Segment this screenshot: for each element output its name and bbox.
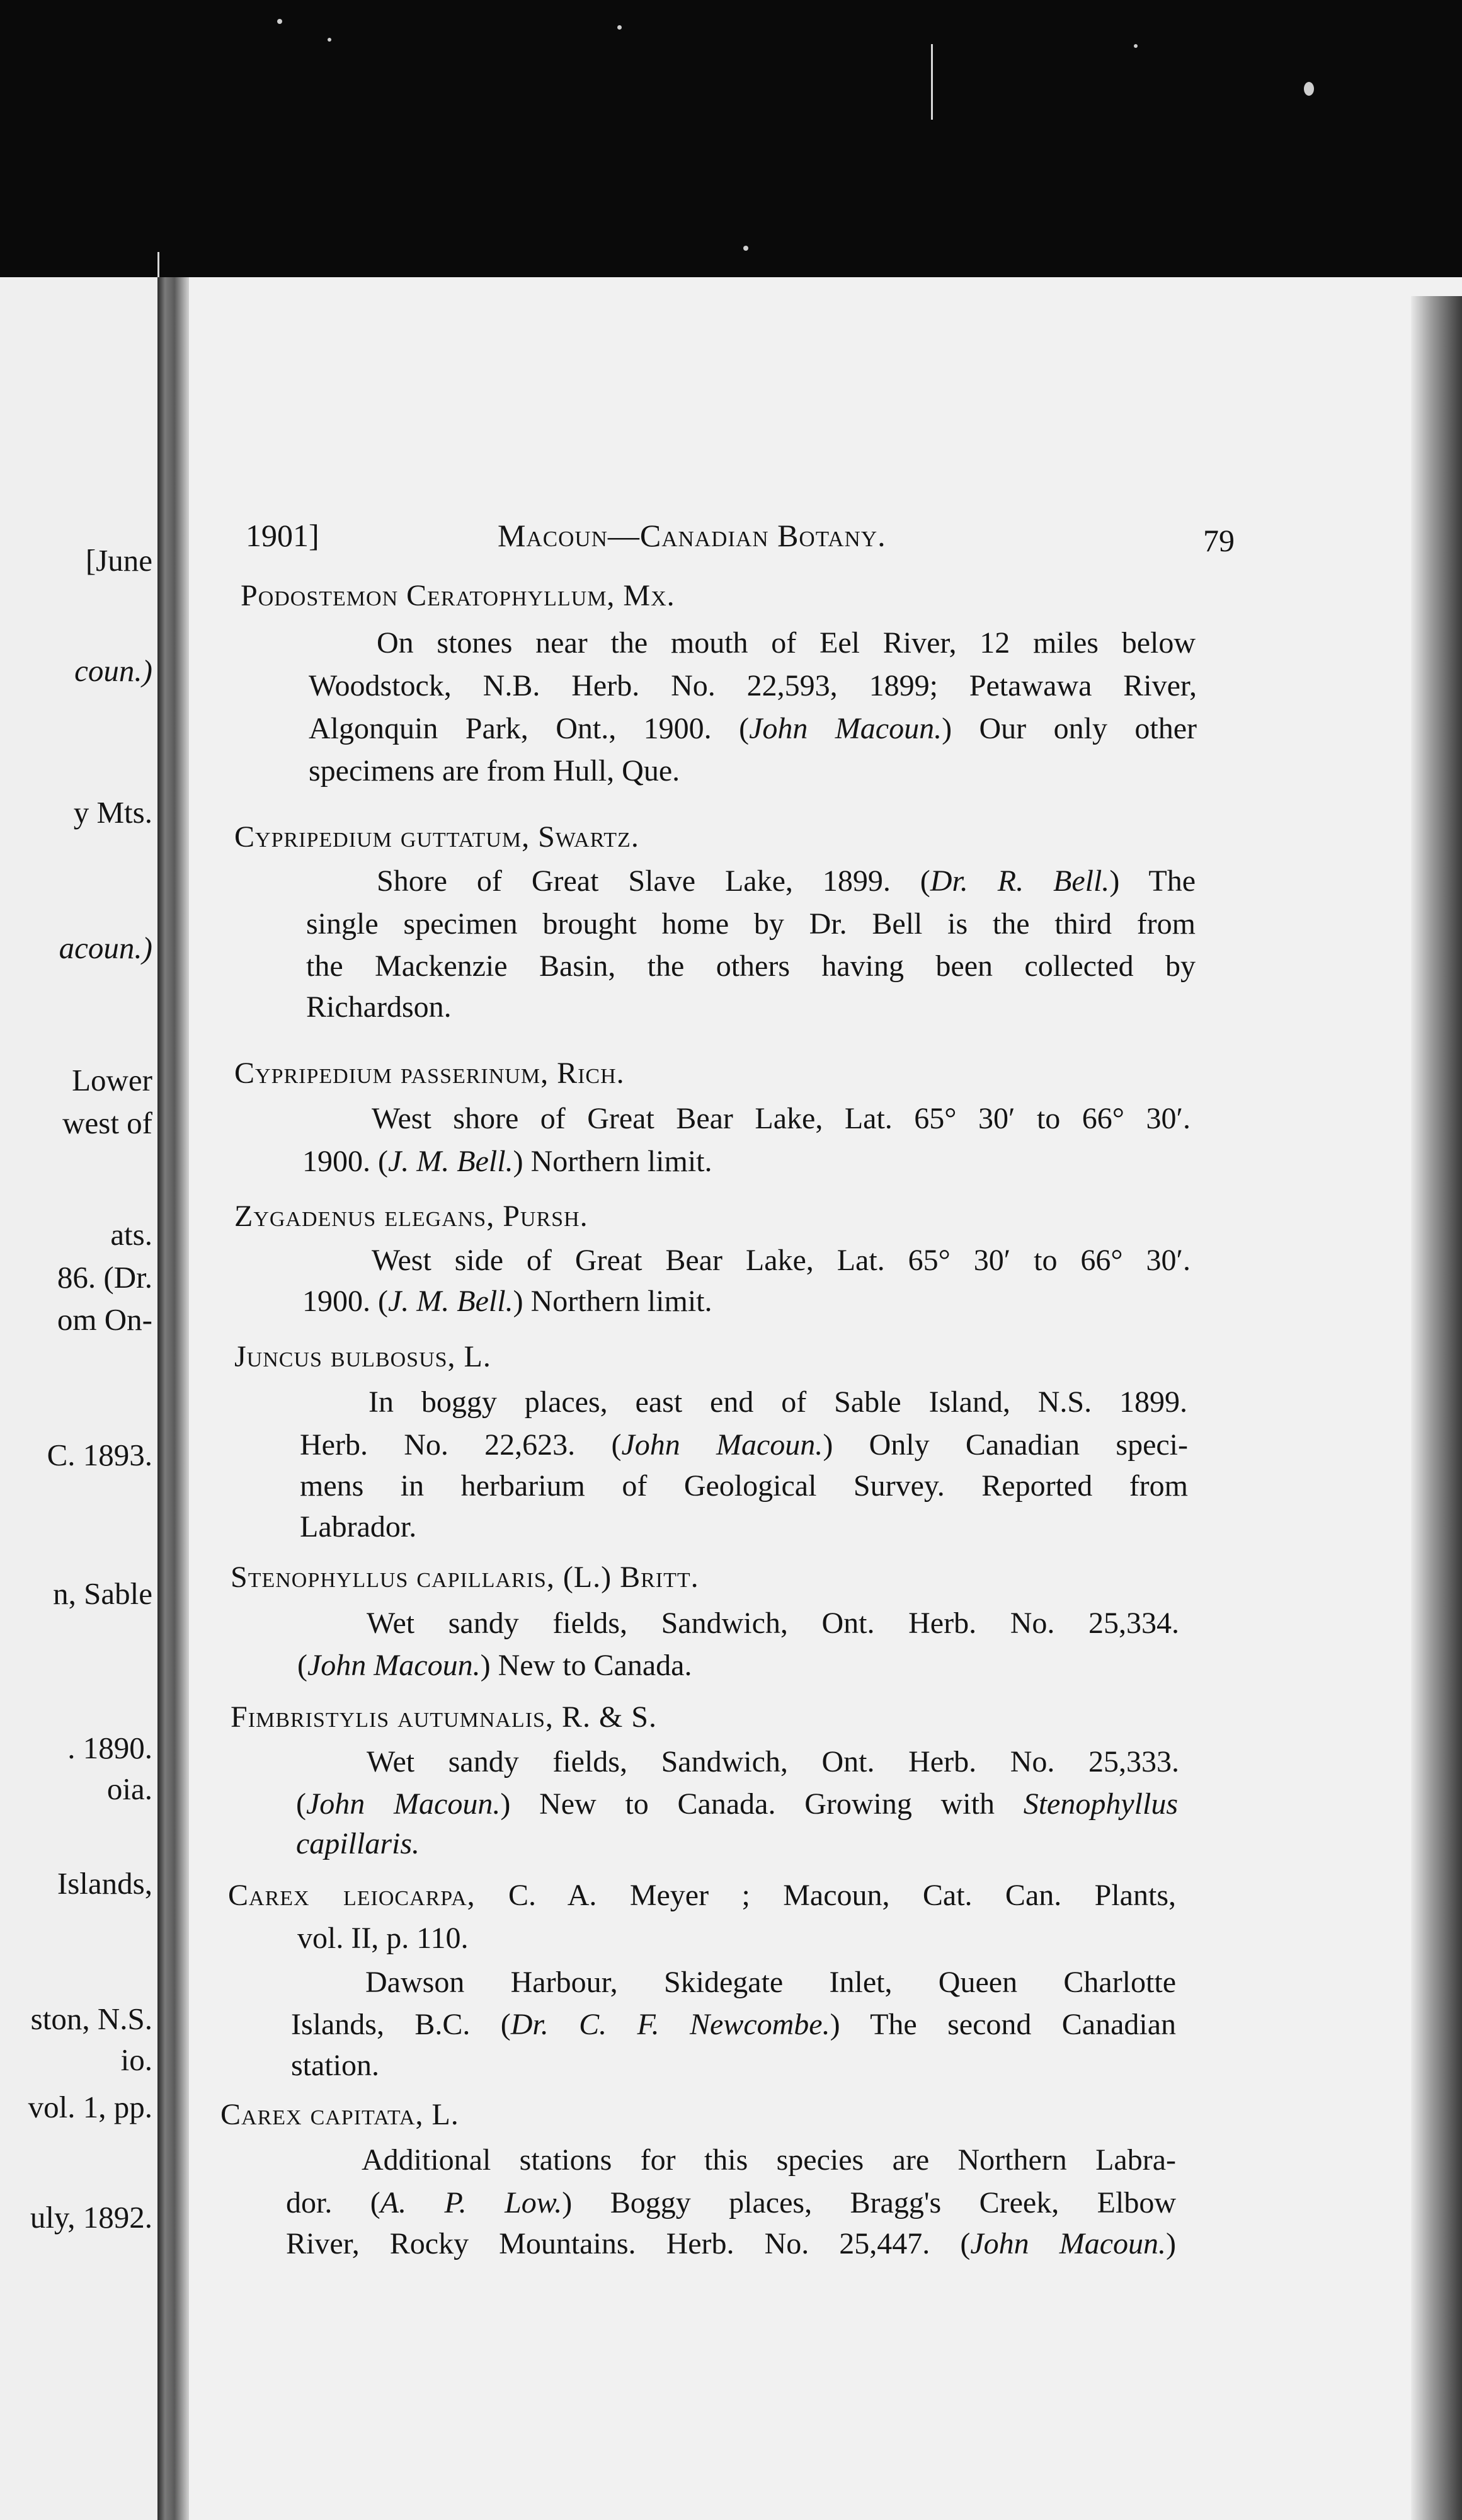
entry-text: West side of Great Bear Lake, Lat. 65° 30′ to 66° 30′. (372, 1244, 1191, 1277)
species-name: Juncus bulbosus, L. (234, 1340, 491, 1373)
collector-name: John Macoun. (970, 2227, 1167, 2260)
header-year: 1901] (246, 518, 319, 553)
entry-text: the Mackenzie Basin, the others having been collected by (306, 949, 1196, 983)
dust-speck (743, 246, 748, 251)
entry-text: station. (291, 2049, 379, 2082)
species-name: Podostemon Ceratophyllum, Mx. (241, 579, 675, 612)
entry-text: (John Macoun.) New to Canada. Growing with Stenophyllus (296, 1787, 1178, 1821)
entry-text: Herb. No. 22,623. (John Macoun.) Only Canadian speci- (300, 1428, 1189, 1462)
collector-name: John Macoun. (307, 1649, 481, 1682)
collector-name: Dr. R. Bell. (930, 864, 1110, 898)
entry-text: Islands, B.C. (Dr. C. F. Newcombe.) The second Canadian (291, 2008, 1177, 2041)
entry-text: Richardson. (306, 990, 452, 1024)
collector-name: J. M. Bell. (387, 1285, 513, 1318)
dust-speck (328, 38, 331, 42)
collector-name: John Macoun. (621, 1428, 823, 1462)
collector-name: John Macoun. (749, 712, 942, 745)
left-fragment-line: uly, 1892. (30, 2200, 152, 2235)
entry-text: 1900. (J. M. Bell.) Northern limit. (302, 1145, 712, 1178)
left-fragment-line: ats. (110, 1217, 152, 1252)
left-fragment-line: io. (120, 2042, 152, 2077)
collector-name: J. M. Bell. (387, 1145, 513, 1178)
entry-text: specimens are from Hull, Que. (309, 754, 680, 788)
left-fragment-line: . 1890. (67, 1731, 152, 1765)
left-fragment-line: coun.) (74, 653, 152, 688)
left-fragment-line: ston, N.S. (30, 2002, 152, 2036)
species-name: Zygadenus elegans, Pursh. (234, 1200, 588, 1233)
left-fragment-line: vol. 1, pp. (28, 2090, 152, 2124)
page-number: 79 (1203, 523, 1235, 558)
entry-text: River, Rocky Mountains. Herb. No. 25,447. (John Macoun.) (286, 2227, 1176, 2260)
dust-speck (617, 25, 622, 30)
entry-text: 1900. (J. M. Bell.) Northern limit. (302, 1285, 712, 1318)
left-fragment-line: y Mts. (73, 795, 152, 830)
entry-text: mens in herbarium of Geological Survey. Reported from (300, 1469, 1188, 1503)
species-name: Fimbristylis autumnalis, R. & S. (231, 1700, 657, 1734)
scratch-mark (931, 44, 933, 120)
entry-text: Woodstock, N.B. Herb. No. 22,593, 1899; Petawawa River, (309, 669, 1197, 702)
running-title: Macoun—Canadian Botany. (498, 518, 886, 553)
species-name: Stenophyllus capillaris, (L.) Britt. (231, 1561, 699, 1594)
left-fragment-line: n, Sable (53, 1576, 152, 1611)
entry-text: Wet sandy fields, Sandwich, Ont. Herb. No. 25,334. (367, 1606, 1179, 1640)
species-reference: Stenophyllus (1023, 1787, 1178, 1821)
entry-text: In boggy places, east end of Sable Island, N.S. 1899. (368, 1385, 1187, 1419)
species-name: Cypripedium guttatum, Swartz. (234, 820, 639, 854)
left-fragment-line: [June (85, 543, 152, 578)
entry-text: Dawson Harbour, Skidegate Inlet, Queen Charlotte (365, 1966, 1176, 1999)
dust-speck (1134, 44, 1138, 48)
left-fragment-line: oia. (106, 1772, 152, 1806)
species-name: Cypripedium passerinum, Rich. (234, 1057, 625, 1090)
entry-text: dor. (A. P. Low.) Boggy places, Bragg's Creek, Elbow (286, 2186, 1176, 2219)
dust-speck (277, 19, 282, 24)
entry-text: single specimen brought home by Dr. Bell is the third from (306, 907, 1196, 941)
page-edge-shadow (1411, 296, 1462, 2520)
entry-text: West shore of Great Bear Lake, Lat. 65° 30′ to 66° 30′. (372, 1102, 1191, 1135)
entry-text: Labrador. (300, 1510, 417, 1544)
entry-text: Algonquin Park, Ont., 1900. (John Macoun.) Our only other (309, 712, 1197, 745)
left-fragment-line: acoun.) (59, 931, 152, 965)
entry-text: Shore of Great Slave Lake, 1899. (Dr. R. Bell.) The (377, 864, 1196, 898)
collector-name: A. P. Low. (380, 2186, 563, 2219)
left-fragment-line: om On- (57, 1302, 152, 1337)
previous-page-fragment (0, 277, 157, 2520)
entry-text: Additional stations for this species are Northern Labra- (362, 2143, 1176, 2177)
entry-text: (John Macoun.) New to Canada. (297, 1649, 692, 1682)
collector-name: John Macoun. (306, 1787, 501, 1821)
left-fragment-line: C. 1893. (47, 1438, 152, 1472)
page-79 (189, 277, 1462, 2520)
left-fragment-line: Islands, (57, 1866, 152, 1901)
dust-speck (1304, 82, 1314, 96)
scan-background (0, 0, 1462, 296)
species-name: Carex capitata, L. (220, 2098, 459, 2131)
entry-text: On stones near the mouth of Eel River, 12 miles below (377, 626, 1196, 660)
species-reference: capillaris. (296, 1827, 420, 1860)
entry-text: Wet sandy fields, Sandwich, Ont. Herb. No. 25,333. (367, 1745, 1179, 1778)
entry-text: vol. II, p. 110. (297, 1922, 469, 1955)
left-fragment-line: west of (62, 1106, 152, 1140)
species-name: Carex leiocarpa, C. A. Meyer ; Macoun, Cat. Can. Plants, (228, 1879, 1176, 1912)
collector-name: Dr. C. F. Newcombe. (510, 2008, 830, 2041)
left-fragment-line: 86. (Dr. (57, 1260, 152, 1295)
left-fragment-line: Lower (72, 1063, 152, 1097)
